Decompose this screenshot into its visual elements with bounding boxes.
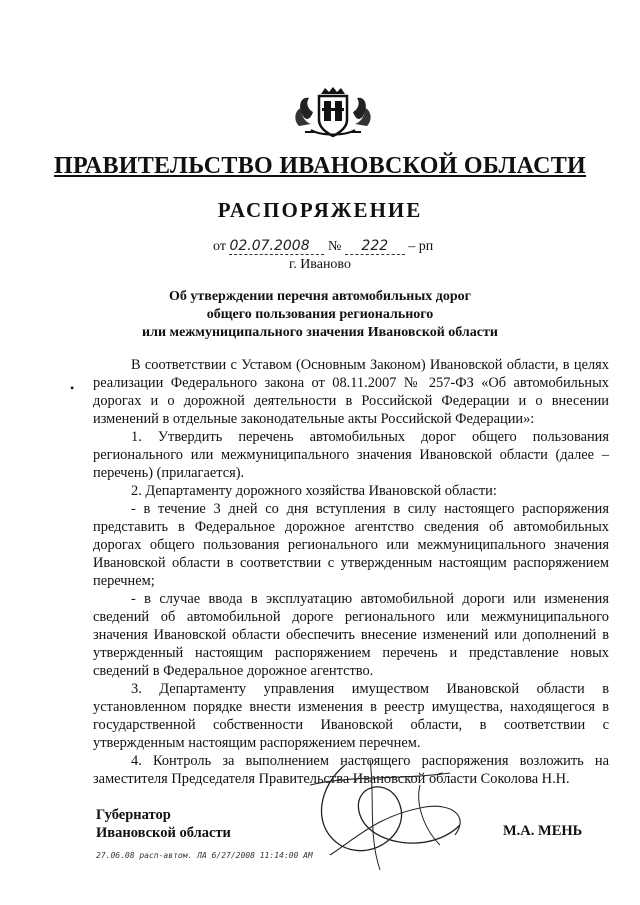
number-handwritten: 222 bbox=[345, 238, 405, 255]
position-line: Ивановской области bbox=[96, 825, 231, 841]
date-prefix: от bbox=[213, 239, 226, 254]
document-subject bbox=[0, 288, 640, 342]
date-handwritten: 02.07.2008 bbox=[229, 238, 324, 255]
subject-line: общего пользования регионального bbox=[206, 307, 434, 322]
margin-mark: • bbox=[70, 381, 75, 395]
body-paragraph: В соответствии с Уставом (Основным Законом) Ивановской области, в целях реализации Федерального закона от 08.11.2007 № 257-ФЗ «Об автомобильных дорогах и о дорожной деятельности в Российской Федерации и о внесении изменений в отдельные законодательные акты Российской Федерации»: bbox=[93, 357, 609, 427]
body-paragraph: - в течение 3 дней со дня вступления в силу настоящего распоряжения представить в Федеральное дорожное агентство сведения об автомобильных дорогах общего пользования регионального или межмуниципального значения Ивановской области в соответствии с утвержденным настоящим распоряжением перечнем; bbox=[93, 501, 609, 589]
body-paragraph: 1. Утвердить перечень автомобильных дорог общего пользования регионального или межмуниципального значения Ивановской области (далее – перечень) (прилагается). bbox=[93, 429, 609, 481]
body-paragraph: 4. Контроль за выполнением настоящего распоряжения возложить на заместителя Председателя Правительства Ивановской области Соколова Н.Н. bbox=[93, 753, 609, 787]
organization-title: ПРАВИТЕЛЬСТВО ИВАНОВСКОЙ ОБЛАСТИ bbox=[53, 153, 586, 179]
file-footer: 27.06.08 расп-автом. ЛА 6/27/2008 11:14:00 AM bbox=[96, 851, 313, 860]
date-number-line bbox=[213, 238, 433, 255]
document-body bbox=[93, 356, 609, 788]
number-suffix: – рп bbox=[408, 239, 434, 254]
body-paragraph: 3. Департаменту управления имуществом Ивановской области в установленном порядке внести изменения в реестр имущества, находящегося в государственной собственности Ивановской области, в соответствии с утвержденным настоящим распоряжением перечнем. bbox=[93, 681, 609, 751]
subject-line: или межмуниципального значения Ивановской области bbox=[142, 325, 498, 340]
position-line: Губернатор bbox=[96, 807, 171, 823]
subject-line: Об утверждении перечня автомобильных дорог bbox=[169, 289, 471, 304]
signatory-name: М.А. МЕНЬ bbox=[503, 823, 583, 839]
city: г. Иваново bbox=[289, 257, 351, 272]
body-paragraph: - в случае ввода в эксплуатацию автомобильной дороги или изменения сведений об автомобильной дороге регионального или межмуниципального значения Ивановской области обеспечить внесение изменений или дополнений в утвержденный настоящим распоряжением перечень и представление новых сведений в Федеральное дорожное агентство. bbox=[93, 591, 609, 679]
number-sign: № bbox=[327, 239, 342, 254]
coat-of-arms-emblem bbox=[291, 86, 375, 138]
body-paragraph: 2. Департаменту дорожного хозяйства Ивановской области: bbox=[131, 483, 497, 499]
document-type: РАСПОРЯЖЕНИЕ bbox=[217, 198, 423, 222]
signatory-position bbox=[96, 806, 231, 842]
